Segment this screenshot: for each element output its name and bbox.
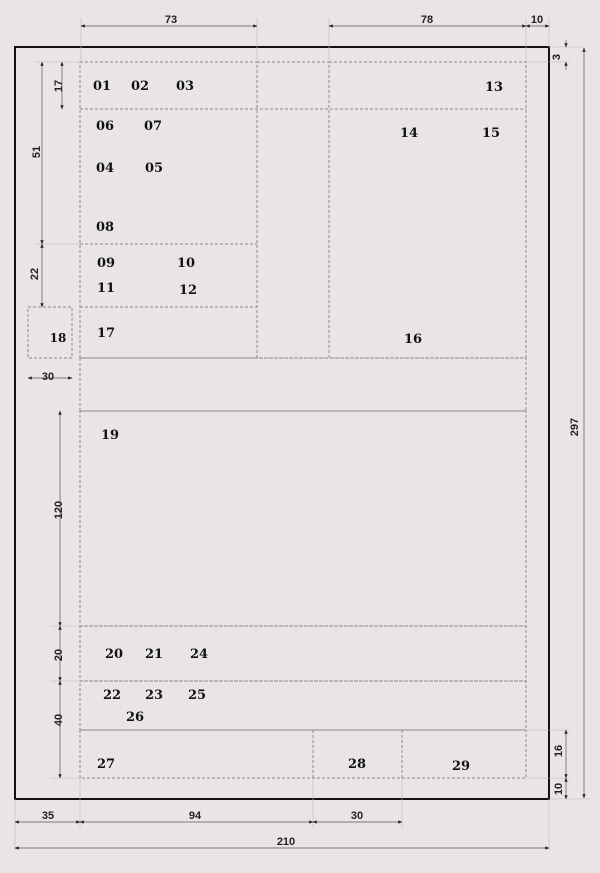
dim-20: 20 bbox=[53, 648, 65, 662]
field-03: 03 bbox=[175, 79, 195, 94]
field-17: 17 bbox=[96, 326, 116, 341]
field-14: 14 bbox=[399, 126, 419, 141]
field-25: 25 bbox=[187, 688, 207, 703]
dim-73: 73 bbox=[164, 14, 178, 26]
field-28: 28 bbox=[347, 757, 367, 772]
region-top-middle bbox=[257, 62, 329, 358]
dim-40: 40 bbox=[53, 713, 65, 727]
region-band bbox=[80, 358, 526, 411]
dim-94: 94 bbox=[188, 810, 202, 822]
field-10: 10 bbox=[176, 256, 196, 271]
dim-16: 16 bbox=[553, 744, 565, 758]
field-19: 19 bbox=[100, 428, 120, 443]
field-numbers bbox=[50, 79, 503, 774]
dim-3: 3 bbox=[551, 53, 563, 61]
field-13: 13 bbox=[484, 80, 504, 95]
field-18: 18 bbox=[49, 331, 67, 345]
dim-210: 210 bbox=[276, 836, 296, 848]
field-27: 27 bbox=[96, 757, 116, 772]
field-22: 22 bbox=[102, 688, 122, 703]
dim-51: 51 bbox=[31, 145, 43, 159]
region-19 bbox=[80, 411, 526, 626]
field-02: 02 bbox=[130, 79, 150, 94]
dim-297: 297 bbox=[569, 417, 581, 437]
sheet-border bbox=[15, 47, 549, 799]
field-07: 07 bbox=[143, 119, 163, 134]
field-01: 01 bbox=[92, 79, 112, 94]
dim-30-left: 30 bbox=[41, 371, 55, 383]
field-15: 15 bbox=[481, 126, 501, 141]
field-16: 16 bbox=[403, 332, 423, 347]
dim-35: 35 bbox=[41, 810, 55, 822]
field-06: 06 bbox=[95, 119, 115, 134]
dim-10-right: 10 bbox=[553, 782, 565, 796]
dim-17: 17 bbox=[53, 79, 65, 93]
dim-120: 120 bbox=[53, 500, 65, 520]
region-top-right bbox=[329, 62, 526, 358]
field-12: 12 bbox=[178, 283, 198, 298]
region-top-left bbox=[80, 62, 257, 358]
field-26: 26 bbox=[125, 710, 145, 725]
field-20: 20 bbox=[104, 647, 124, 662]
field-24: 24 bbox=[189, 647, 209, 662]
field-04: 04 bbox=[95, 161, 115, 176]
field-23: 23 bbox=[144, 688, 164, 703]
dim-22: 22 bbox=[29, 267, 41, 281]
field-09: 09 bbox=[96, 256, 116, 271]
field-05: 05 bbox=[144, 161, 164, 176]
field-08: 08 bbox=[95, 220, 115, 235]
field-21: 21 bbox=[144, 647, 164, 662]
field-11: 11 bbox=[96, 281, 116, 296]
dim-10-top: 10 bbox=[530, 14, 544, 26]
dim-78: 78 bbox=[420, 14, 434, 26]
dim-30-bottom: 30 bbox=[350, 810, 364, 822]
field-29: 29 bbox=[451, 759, 471, 774]
